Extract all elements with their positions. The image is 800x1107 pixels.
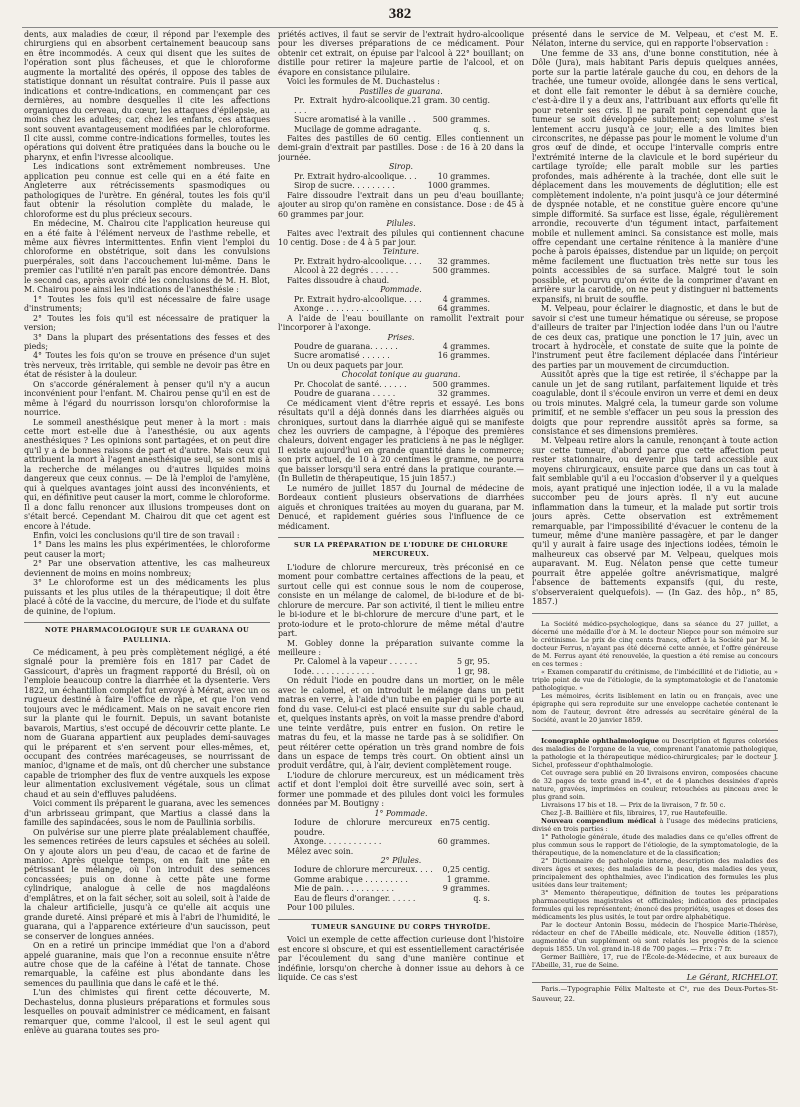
quantity: 21 gram. 30 centig. <box>411 96 490 106</box>
announcement: Par le docteur Antonin Bossu, médecin de l'hospice Marie-Thérèse, rédacteur en chef de l'Abeille médicale, etc. Nouvelle édition (1857), augmentée d'un supplément où sont relatés les progrès de la science depuis 1855. Un vol. grand in-18 de 700 pages. — Prix : 7 fr. <box>532 920 778 953</box>
ingredient: Alcool à 22 degrés . . . . . . <box>294 266 399 276</box>
formula-row <box>278 266 524 275</box>
formula-row <box>278 818 524 837</box>
ingredient: Axonge . . . . . . . . . . . <box>294 304 379 314</box>
announcements <box>532 737 778 969</box>
list-item: 4° Toutes les fois qu'on se trouve en présence d'un sujet très nerveux, très irritable, qui semble ne devoir pas être en état de résister à la douleur. <box>24 351 270 380</box>
formula-heading: Chocolat tonique au guarana. <box>341 370 461 380</box>
quantity: 32 grammes. <box>437 256 490 266</box>
paragraph: Un ou deux paquets par jour. <box>287 360 404 370</box>
announcement: Livraisons 17 bis et 18. — Prix de la livraison, 7 fr. 50 c. <box>541 800 726 809</box>
formula-gobley <box>278 657 524 676</box>
column-3 <box>532 30 778 1080</box>
ingredient: Poudre de guarana. . . . . . <box>294 341 398 351</box>
paragraph: « Examen comparatif du crétinisme, de l'imbécillité et de l'idiotie, au » triple point de vue de l'étiologie, de la symptomatologie et de l'anatomie pathologique. » <box>532 667 778 692</box>
formula-pommade <box>278 295 524 314</box>
formula-pastilles <box>278 96 524 134</box>
paragraph: Enfin, voici les conclusions qu'il tire de son travail : <box>33 531 240 541</box>
paragraph: Voici les formules de M. Duchastelus : <box>287 77 440 87</box>
paragraph: La Société médico-psychologique, dans sa séance du 27 juillet, a décerné une médaille d'or à M. le docteur Niepce pour son mémoire sur le crétinisme. Le prix de cinq cents francs, offert à la Société par M. le docteur Ferrus, n'ayant pas été décerné cette année, et l'offre généreuse de M. Ferrus ayant été renouvelée, la question a été remise au concours en ces termes : <box>532 619 778 668</box>
formula-prises <box>278 342 524 361</box>
ingredient: Pr. Chocolat de santé. . . . . . <box>294 379 407 389</box>
quantity: q. s. <box>473 893 490 903</box>
paragraph: A l'aide de l'eau bouillante on ramollit l'extrait pour l'incorporer à l'axonge. <box>278 313 524 333</box>
quantity: 5 gr, 95. <box>456 657 490 667</box>
formula-teinture <box>278 257 524 276</box>
paragraph: L'un des chimistes qui firent cette découverte, M. Dechastelus, donna plusieurs préparations et formules sous lesquelles on pouvait administrer ce médicament, en faisant remarquer que, comme l'alcool, il est le seul agent qui enlève au guarana toutes ses pro- <box>24 988 270 1036</box>
formula-sirop <box>278 172 524 191</box>
quantity: 500 grammes. <box>432 266 490 276</box>
paragraph: Pour 100 pilules. <box>287 903 355 913</box>
formula-row <box>278 181 524 190</box>
quantity: 4 grammes. <box>442 294 490 304</box>
list-item: 2° Toutes les fois qu'il est nécessaire de pratiquer la version; <box>24 313 270 333</box>
paragraph: Faites avec l'extrait des pilules qui contiennent chacune 10 centig. Dose : de 4 à 5 par jour. <box>278 228 524 247</box>
formula-row <box>278 380 524 389</box>
quantity: 75 centig. <box>450 818 490 828</box>
ingredient: Pr. Extrait hydro-alcoolique. . . . <box>294 96 412 115</box>
formula-row <box>278 884 524 893</box>
ingredient: Iodure de chlorure mercureux. . . . <box>294 865 433 875</box>
paragraph: présenté dans le service de M. Velpeau, et c'est M. E. Nélaton, interne du service, qui en rapporte l'observation : <box>532 30 778 49</box>
formula-row <box>278 342 524 351</box>
section-heading-iodure: SUR LA PRÉPARATION DE L'IODURE DE CHLORURE MERCUREUX. <box>278 537 524 560</box>
quantity: 500 grammes. <box>432 115 490 125</box>
paragraph: L'iodure de chlorure mercureux, est un médicament très actif et dont l'emploi doit être surveillé avec soin, sert à former une pommade et des pilules dont voici les formules données par M. Boutigny : <box>278 770 524 809</box>
gerant-signature: Le Gérant, RICHELOT. <box>532 969 778 982</box>
ingredient: Sirop de sucre. . . . . . . . . <box>294 181 395 191</box>
formula-row <box>278 351 524 360</box>
paragraph: Voici comment ils préparent le guarana, avec les semences d'un arbrisseau grimpant, que Martius a classé dans la famille des sapindacées, sous le nom de Paullinia sorbilis. <box>24 799 270 828</box>
quantity: 500 grammes. <box>432 379 490 389</box>
paragraph: Mêlez avec soin. <box>287 846 354 856</box>
paragraph: Aussitôt après que la tige est retirée, il s'échappe par la canule un jet de sang rutilant, parfaitement liquide et très coagulable, dont il s'écoule environ un verre et demi en deux ou trois minutes. Malgré cela, la tumeur garde son volume primitif, et ne semble s'effacer un peu sous la pression des doigts que pour reprendre aussitôt après sa forme, sa consistance et ses dimensions premières. <box>532 370 778 437</box>
ingredient: Mucilage de gomme adragante. <box>294 124 422 134</box>
paragraph: Ce médicament, à peu près complètement négligé, a été signalé pour la première fois en 1817 par Cadet de Gassicourt, d'après un fragment rapporté du Brésil, où on l'emploie beaucoup contre la diarrhée et la dysenterie. Vers 1822, un échantillon complet fut envoyé à Mérat, avec un os rugueux destiné à faire l'office de râpe, et que l'on vend toujours avec le médicament. Mais on ne savait encore rien sur la plante qui le fournit. Depuis, un savant botaniste bavarois, Martius, s'est occupé de découvrir cette plante. Le nom de Guarana appartient aux peuplades demi-sauvages qui le préparent et s'en servent pour elles-mêmes, et, occupant des contrées marécageuses, se nourrissant de manioc, d'igname et de maïs, ont dû chercher une substance capable de triompher des flux de ventre auxquels les expose leur alimentation exclusivement végétale, sous un climat chaud et au sein d'effluves paludéens. <box>24 648 270 799</box>
formula-pilules-2 <box>278 865 524 903</box>
formula-row <box>278 257 524 266</box>
announcement: Cet ouvrage sera publié en 20 livraisons environ, composées chacune de 32 pages de texte grand in-4°, et de 4 planches dessinées d'après nature, gravées, imprimées en couleur, retouchées au pinceau avec le plus grand soin. <box>532 768 778 801</box>
quantity: 10 grammes. <box>437 171 490 181</box>
formula-row <box>278 657 524 666</box>
announcement: 2° Dictionnaire de pathologie interne, description des maladies des divers âges et sexes; des maladies de la peau, des maladies des yeux, principalement des ophthalmies, avec l'indication des formules les plus usitées dans leur traitement; <box>532 856 778 889</box>
ingredient: Iode. . . . . . . . . . . . . <box>294 666 375 676</box>
announcement: 1° Pathologie générale, étude des maladies dans ce qu'elles offrent de plus commun sous le rapport de l'étiologie, de la symptomatologie, de la thérapeutique, de la nomenclature et de la classification; <box>532 832 778 857</box>
formula-heading: Pastilles de guarana. <box>359 86 443 96</box>
formula-heading: 1° Pommade. <box>374 808 428 818</box>
paragraph: Voici un exemple de cette affection curieuse dont l'histoire est encore si obscure, et qui est essentiellement caractérisée par l'écoulement du sang d'une manière continue et indéfinie, lorsqu'on cherche à donner issue au dehors à ce liquide. Ce cas s'est <box>278 935 524 982</box>
formula-heading: Sirop. <box>388 162 413 172</box>
formula-heading: Teinture. <box>382 247 420 257</box>
ingredient: Sucre aromatisé . . . . . . <box>294 351 390 361</box>
formula-heading: Pommade. <box>380 285 422 295</box>
formula-heading: Prises. <box>387 332 415 342</box>
ingredient: Gomme arabique . . . . . . . . . <box>294 874 408 884</box>
list-item: 1° Dans les mains les plus expérimentées, le chloroforme peut causer la mort; <box>24 540 270 559</box>
paragraph: On pulvérise sur une pierre plate préalablement chauffée, les semences retirées de leurs capsules et séchées au soleil. On y ajoute alors un peu d'eau, de cacao et de farine de manioc. Après quelque temps, on en fait une pâte en pétrissant le mélange, où l'on introduit des semences concassées; puis on donne à cette pâte une forme cylindrique, analogue à celle de nos magdaléons d'emplâtres, et on la fait sécher, soit au soleil, soit à l'aide de la chaleur artificielle, jusqu'à ce qu'elle ait acquis une grande dureté. Ainsi préparé et mis à l'abri de l'humidité, le guarana, qui a l'apparence extérieure d'un saucisson, peut se conserver de longues années. <box>24 827 270 941</box>
paragraph: En médecine, M. Chairou cite l'application heureuse qui en a été faite à l'élément nerveux de l'asthme rebelle, et même aux fièvres intermittentes. Enfin vient l'emploi du chloroforme en obstétrique, soit dans les convulsions puerpérales, soit dans l'accouchement lui-même. Dans le premier cas l'utilité n'en paraît pas encore démontrée. Dans le second cas, après avoir cité les conclusions de M. H. Blot, M. Chairou pose ainsi les indications de l'anesthésie : <box>24 219 270 295</box>
paragraph: Le sommeil anesthésique peut mener à la mort : mais cette mort est-elle due à l'anesthésie, ou aux agents anesthésiques ? Les opinions sont partagées, et on peut dire qu'il y a de bonnes raisons de part et d'autre. Mais ceux qui attribuent la mort à l'agent anesthésique seul, se sont mis à la recherche de mélanges ou d'autres liquides moins dangereux que ceux connus. — De là l'emploi de l'amylène, qui à quelques avantages joint aussi des inconvénients, et qui, en définitive peut causer la mort, comme le chloroforme. Il a donc fallu renoncer aux illusions trompeuses dont on s'était bercé. Cependant M. Chairou dit que cet agent est encore à l'étude. <box>24 417 270 531</box>
paragraph: M. Velpeau retire alors la canule, renonçant à toute action sur cette tumeur, d'abord parce que cette affection peut rester stationnaire, ou devenir plus tard accessible aux moyens chirurgicaux, ensuite parce que dans un cas tout à fait semblable qu'il a eu l'occasion d'observer il y a quelques mois, ayant pratiqué une injection iodée, il a vu la malade succomber peu de jours après. Il n'y eut aucune inflammation dans la tumeur, et la malade put sortir trois jours après. Cette observation est extrêmement remarquable, par l'impossibilité d'évacuer le contenu de la tumeur, même d'une manière passagère, et par le danger qu'il y aurait à faire usage des injections iodées, témoin le malheureux cas observé par M. Velpeau, quelques mois auparavant. M. Eug. Nélaton pense que cette tumeur pourrait être appelée goître anévrismatique, malgré l'absence de battements expansifs (qui, du reste, s'observeraient quelquefois). — (In Gaz. des hôp., n° 85, 1857.) <box>532 436 778 607</box>
ingredient: Sucre aromatisé à la vanille . . <box>294 115 416 125</box>
paragraph: Faites dissoudre à chaud. <box>287 275 390 285</box>
formula-chocolat <box>278 380 524 399</box>
paragraph: L'iodure de chlorure mercureux, très préconisé en ce moment pour combattre certaines affections de la peau, et surtout celle qui est connue sous le nom de couperose, consiste en un mélange de calomel, de bi-iodure et de bi-chlorure de mercure. Par son activité, il tient le milieu entre le bi-iodure et le bi-chlorure de mercure d'une part, et le proto-iodure et le proto-chlorure de même métal d'autre part. <box>278 562 524 639</box>
paragraph: On s'accorde généralement à penser qu'il n'y a aucun inconvénient pour l'enfant. M. Chairou pense qu'il en est de même à l'égard du nourrisson lorsqu'on chloroformise la nourrice. <box>24 379 270 418</box>
list-item: 2° Par une observation attentive, les cas malheureux deviennent de moins en moins nombreux; <box>24 559 270 578</box>
formula-heading: 2° Pilules. <box>380 855 422 865</box>
formula-row <box>278 96 524 115</box>
formula-heading: Pilules. <box>386 219 416 229</box>
paragraph: Faire dissoudre l'extrait dans un peu d'eau bouillante; ajouter au sirop qu'on ramène en consistance. Dose : de 45 à 60 grammes par jour. <box>278 190 524 219</box>
quantity: 1 gr, 98. <box>456 666 490 676</box>
announcement-title: Nouveau compendium médical <box>541 816 657 825</box>
paragraph: dents, aux maladies de cœur, il répond par l'exemple des chirurgiens qui en absorbent certainement beaucoup sans en être incommodés. A ceux qui disent que les suites de l'opération sont plus fâcheuses, et que le chloroforme augmente la mortalité des opérés, il oppose des tables de statistique donnant un résultat contraire. Puis il passe aux indications et contre-indications, en commençant par ces dernières, au nombre desquelles il cite les affections organiques du cerveau, du cœur, les attaques d'épilepsie, au moins chez les adultes; car, chez les enfants, ces attaques sont souvent avantageusement modifiées par le chloroforme. Il cite aussi, comme contre-indications formelles, toutes les opérations qui doivent être pratiquées dans la bouche ou le pharynx, et enfin l'ivresse alcoolique. <box>24 30 270 162</box>
list-item: 3° Le chloroforme est un des médicaments les plus puissants et les plus utiles de la thérapeutique; il doit être placé à côté de la vaccine, du mercure, de l'iode et du sulfate de quinine, de l'opium. <box>24 578 270 616</box>
announcement: Germer Baillière, 17, rue de l'École-de-Médecine, et aux bureaux de l'Abeille, 31, rue de Seine. <box>532 952 778 969</box>
paragraph: M. Gobley donne la préparation suivante comme la meilleure : <box>278 638 524 657</box>
ingredient: Pr. Calomel à la vapeur . . . . . . <box>294 657 418 667</box>
quantity: q. s. <box>473 124 490 134</box>
ingredient: Axonge. . . . . . . . . . . . <box>294 837 382 847</box>
quantity: 16 grammes. <box>437 351 490 361</box>
column-2 <box>278 30 524 1080</box>
ingredient: Eau de fleurs d'oranger. . . . . . <box>294 893 416 903</box>
ingredient: Poudre de guarana . . . . . <box>294 389 396 399</box>
column-1 <box>24 30 270 1080</box>
paragraph: M. Velpeau, pour éclairer le diagnostic, et dans le but de savoir si c'est une tumeur hématique ou séreuse, se propose d'ailleurs de traiter par l'injection iodée dans l'un ou l'autre de ces deux cas, pratique une ponction le 17 juin, avec un trocart à hydrocèle, et constate de suite que la pointe de l'instrument peut être facilement déplacée dans l'intérieur des parties par un mouvement de circumduction. <box>532 304 778 370</box>
announcement-title: Iconographie ophthalmologique <box>541 736 659 745</box>
paragraph: Les mémoires, écrits lisiblement en latin ou en français, avec une épigraphe qui sera reproduite sur une enveloppe cachetée contenant le nom de l'auteur, devront être adressés au secrétaire général de la Société, avant le 20 janvier 1859. <box>532 691 778 724</box>
list-item: 1° Toutes les fois qu'il est nécessaire de faire usage d'instruments; <box>24 294 270 314</box>
formula-row <box>278 667 524 676</box>
paragraph: Une femme de 33 ans, d'une bonne constitution, née à Dôle (Jura), mais habitant Paris depuis quelques années, porte sur la partie latérale gauche du cou, en dehors de la trachée, une tumeur ovoïde, allongée dans le sens vertical, et dont elle fait remonter le début à sa dernière couche, c'est-à-dire il y a deux ans, l'attribuant aux efforts qu'elle fit pour retenir ses cris. Il ne paraît point cependant que la tumeur se soit développée subitement; son volume s'est lentement accru jusqu'à ce jour; elle a des limites bien circonscrites, ne dépasse pas pour le moment le volume d'un gros œuf de dinde, et occupe l'intervalle compris entre l'extrémité interne de la clavicule et le bord supérieur du cartilage tyroïde; elle paraît mobile sur les parties profondes, mais adhérente à la trachée, dont elle suit le déplacement dans les mouvements de déglutition; elle est complètement indolente, n'a point jusqu'à ce jour déterminé de dyspnée notable, et ne constitue guère encore qu'une simple difformité. Sa surface est lisse, égale, régulièrement arrondie, recouverte d'un tégument intact, parfaitement mobile et nullement aminci. Sa consistance est molle, mais offre cependant une certaine rénitence à la manière d'une poche à parois épaisses, distendue par un liquide; on perçoit même facilement une fluctuation très nette sur tous les points accessibles de sa surface. Malgré tout le soin possible, et pourvu qu'on évite de la comprimer d'avant en arrière sur la carotide, on ne peut y distinguer ni battements expansifs, ni bruit de souffle. <box>532 48 778 304</box>
quantity: 60 grammes. <box>437 837 490 847</box>
quantity: 1 gramme. <box>446 874 490 884</box>
quantity: 0,25 centig. <box>442 865 490 875</box>
paragraph: Le numéro de juillet 1857 du Journal de médecine de Bordeaux contient plusieurs observations de diarrhées aiguës et chroniques traitées au moyen du guarana, par M. Denucé, et rapidement guéries sous l'influence de ce médicament. <box>278 483 524 531</box>
formula-row <box>278 295 524 304</box>
quantity: 1000 grammes. <box>427 181 490 191</box>
ingredient: Pr. Extrait hydro-alcoolique. . . . <box>294 256 422 266</box>
ingredient: Mie de pain. . . . . . . . . . . <box>294 884 395 894</box>
list-item: 3° Dans la plupart des présentations des fesses et des pieds; <box>24 332 270 351</box>
paragraph: priétés actives, il faut se servir de l'extrait hydro-alcoolique pour les diverses préparations de ce médicament. Pour obtenir cet extrait, on épuise par l'alcool à 22° bouillant; on distille pour retirer la majeure partie de l'alcool, et on évapore en consistance pilulaire. <box>278 30 524 77</box>
formula-row <box>278 115 524 124</box>
ingredient: Pr. Extrait hydro-alcoolique. . . . <box>294 294 422 304</box>
formula-row <box>278 875 524 884</box>
formula-row <box>278 865 524 874</box>
ingredient: Pr. Extrait hydro-alcoolique. . . <box>294 171 417 181</box>
formula-row <box>278 837 524 846</box>
quantity: 32 grammes. <box>437 389 490 399</box>
ingredient: Iodure de chlorure mercureux en poudre. <box>294 818 451 837</box>
announcement: Chez J.-B. Baillière et fils, libraires, 17, rue Hautefeuille. <box>541 808 728 817</box>
formula-pommade-2 <box>278 818 524 846</box>
formula-row <box>278 389 524 398</box>
formula-row <box>278 304 524 313</box>
announcement <box>532 817 778 833</box>
section-heading-guarana: NOTE PHARMACOLOGIQUE SUR LE GUARANA OU PAULLINIA. <box>24 622 270 645</box>
page-number: 382 <box>388 6 412 22</box>
section-divider <box>532 730 778 734</box>
announcement-text: ou Description et figures coloriées des maladies de l'organe de la vue, comprenant l'anatomie pathologique, la pathologie et la thérapeutique médico-chirurgicales; par le docteur J. Sichel, professeur d'ophthalmologie. <box>532 736 778 769</box>
paragraph: Faites des pastilles de 60 centig. Elles contiennent un demi-grain d'extrait par pastilles. Dose : de 16 à 20 dans la journée. <box>278 133 524 162</box>
announcement <box>532 737 778 769</box>
paragraph: Ce médicament vient d'être repris et essayé. Les bons résultats qu'il a déjà donnés dans les diarrhées aiguës ou chroniques, surtout dans la diarrhée aiguë qui se manifeste chez les ouvriers de campagne, à l'époque des premières chaleurs, doivent engager les praticiens à ne pas le négliger. Il existe aujourd'hui en grande quantité dans le commerce; son prix actuel, de 10 à 20 centimes le gramme, ne pourra que baisser lorsqu'il sera entré dans la pratique courante.—(In Bulletin de thérapeutique, 15 juin 1857.) <box>278 398 524 484</box>
section-heading-tumeur: TUMEUR SANGUINE DU CORPS THYROÏDE. <box>278 919 524 932</box>
quantity: 64 grammes. <box>437 304 490 314</box>
announcement: 3° Memento thérapeutique, définition de toutes les préparations pharmaceutiques magistrales et officinales; indication des principales formules qui les représentent; énoncé des propriétés, usages et doses des médicaments les plus usités, le tout par ordre alphabétique. <box>532 888 778 921</box>
quantity: 9 grammes. <box>442 884 490 894</box>
formula-row <box>278 894 524 903</box>
formula-row <box>278 172 524 181</box>
header-rule <box>22 27 778 28</box>
formula-row <box>278 125 524 134</box>
announcement-text: à l'usage des médecins praticiens, divisé en trois parties : <box>532 816 778 833</box>
section-divider <box>532 613 778 617</box>
quantity: 4 grammes. <box>442 341 490 351</box>
printer-line: Paris.—Typographie Félix Malteste et Cᵉ, rue des Deux-Portes-St-Sauveur, 22. <box>532 982 778 1004</box>
paragraph: Les indications sont extrêmement nombreuses. Une application peu connue est celle qui en a été faite en Angleterre aux rétrécissements spasmodiques ou pathologiques de l'urètre. En général, toutes les fois qu'il faut obtenir la résolution complète du malade, le chloroforme est du plus précieux secours. <box>24 162 270 219</box>
paragraph: On en a retiré un principe immédiat que l'on a d'abord appelé guaranine, mais que l'on a reconnue ensuite n'être autre chose que de la caféine à l'état de tannate. Chose remarquable, la caféine est plus abondante dans les semences du paullinia que dans le café et le thé. <box>24 941 270 988</box>
paragraph: On réduit l'iode en poudre dans un mortier, on le mêle avec le calomel, et on introduit le mélange dans un petit matras en verre, à l'aide d'un tube en papier qui le porte au fond du vase. Celui-ci est placé ensuite sur du sable chaud, et, quelques instants après, on voit la masse prendre d'abord une teinte verdâtre, puis entrer en fusion. On retire le matras du feu, et la masse ne tarde pas à se solidifier. On peut réitérer cette opération un très grand nombre de fois dans un espace de temps très court. On obtient ainsi un produit verdâtre, qui, à l'air, devient complètement rouge. <box>278 676 524 771</box>
